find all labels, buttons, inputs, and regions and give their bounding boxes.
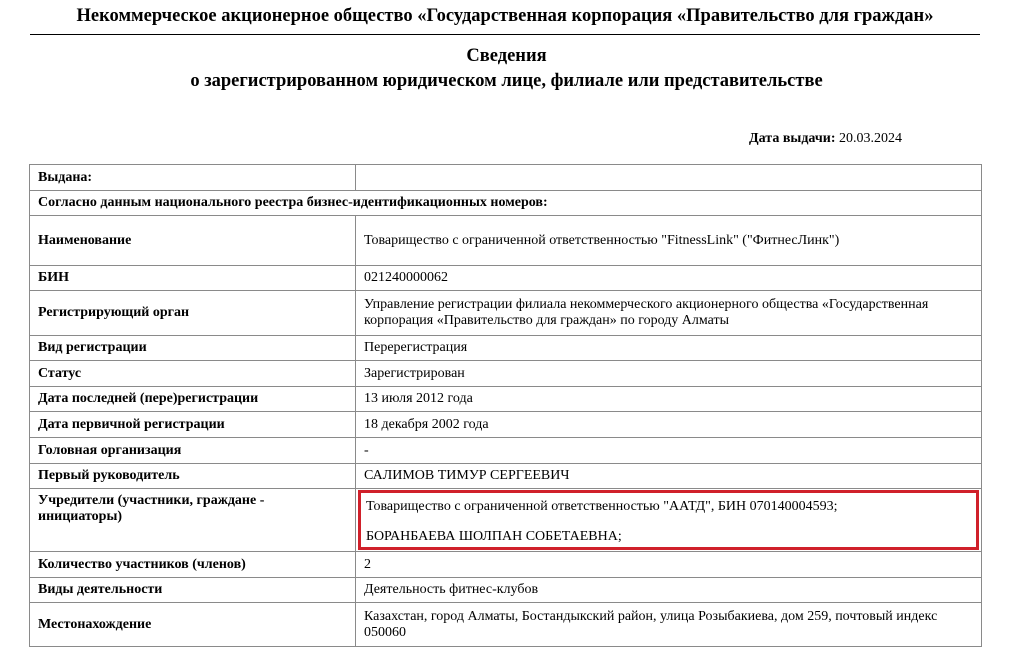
organization-header: Некоммерческое акционерное общество «Государственная корпорация «Правительство для граждан» bbox=[30, 4, 980, 35]
row-label-first-registration: Дата первичной регистрации bbox=[30, 412, 356, 438]
table-row bbox=[30, 387, 982, 412]
founders-highlight-box bbox=[358, 490, 979, 550]
row-label-name: Наименование bbox=[30, 216, 356, 266]
row-value-location: Казахстан, город Алматы, Бостандыкский район, улица Розыбакиева, дом 259, почтовый индекс 050060 bbox=[356, 603, 982, 647]
table-row bbox=[30, 191, 982, 216]
row-value-director: САЛИМОВ ТИМУР СЕРГЕЕВИЧ bbox=[356, 464, 982, 489]
table-row bbox=[30, 578, 982, 603]
table-row bbox=[30, 266, 982, 291]
row-value-registering-authority: Управление регистрации филиала некоммерческого акционерного общества «Государственная корпорация «Правительство для граждан» по городу Алматы bbox=[356, 291, 982, 336]
row-value-first-registration: 18 декабря 2002 года bbox=[356, 412, 982, 438]
row-label-founders: Учредители (участники, граждане - инициаторы) bbox=[30, 489, 356, 552]
founder-item: Товарищество с ограниченной ответственностью "ААТД", БИН 070140004593; bbox=[366, 499, 838, 514]
row-value-member-count: 2 bbox=[356, 552, 982, 578]
row-value-registration-type: Перерегистрация bbox=[356, 336, 982, 361]
table-row bbox=[30, 361, 982, 387]
document-title: Сведения bbox=[466, 46, 547, 66]
row-label-status: Статус bbox=[30, 361, 356, 387]
row-value-head-organization: - bbox=[356, 438, 982, 464]
row-label-head-organization: Головная организация bbox=[30, 438, 356, 464]
row-label-member-count: Количество участников (членов) bbox=[30, 552, 356, 578]
table-row bbox=[30, 216, 982, 266]
row-label-issued-to: Выдана: bbox=[30, 165, 356, 191]
table-row bbox=[30, 336, 982, 361]
table-row bbox=[30, 464, 982, 489]
row-label-bin: БИН bbox=[30, 266, 356, 291]
row-label-last-registration: Дата последней (пере)регистрации bbox=[30, 387, 356, 412]
table-row bbox=[30, 552, 982, 578]
row-value-last-registration: 13 июля 2012 года bbox=[356, 387, 982, 412]
row-label-director: Первый руководитель bbox=[30, 464, 356, 489]
row-value-status: Зарегистрирован bbox=[356, 361, 982, 387]
table-row bbox=[30, 489, 982, 552]
row-label-registration-type: Вид регистрации bbox=[30, 336, 356, 361]
table-row bbox=[30, 165, 982, 191]
row-value-activities: Деятельность фитнес-клубов bbox=[356, 578, 982, 603]
row-value-issued-to bbox=[356, 165, 982, 191]
issue-date-label: Дата выдачи: bbox=[749, 131, 836, 146]
row-label-location: Местонахождение bbox=[30, 603, 356, 647]
row-label-activities: Виды деятельности bbox=[30, 578, 356, 603]
row-label-registering-authority: Регистрирующий орган bbox=[30, 291, 356, 336]
row-value-name: Товарищество с ограниченной ответственностью "FitnessLink" ("ФитнесЛинк") bbox=[356, 216, 982, 266]
document-subtitle: о зарегистрированном юридическом лице, филиале или представительстве bbox=[190, 71, 823, 91]
row-value-founders bbox=[356, 489, 982, 552]
table-row bbox=[30, 438, 982, 464]
registry-note: Согласно данным национального реестра бизнес-идентификационных номеров: bbox=[30, 191, 982, 216]
founder-item: БОРАНБАЕВА ШОЛПАН СОБЕТАЕВНА; bbox=[366, 529, 622, 544]
issue-date bbox=[749, 130, 902, 148]
row-value-bin: 021240000062 bbox=[356, 266, 982, 291]
table-row bbox=[30, 603, 982, 647]
table-row bbox=[30, 291, 982, 336]
registration-table bbox=[29, 164, 982, 647]
issue-date-value: 20.03.2024 bbox=[839, 131, 902, 146]
table-row bbox=[30, 412, 982, 438]
